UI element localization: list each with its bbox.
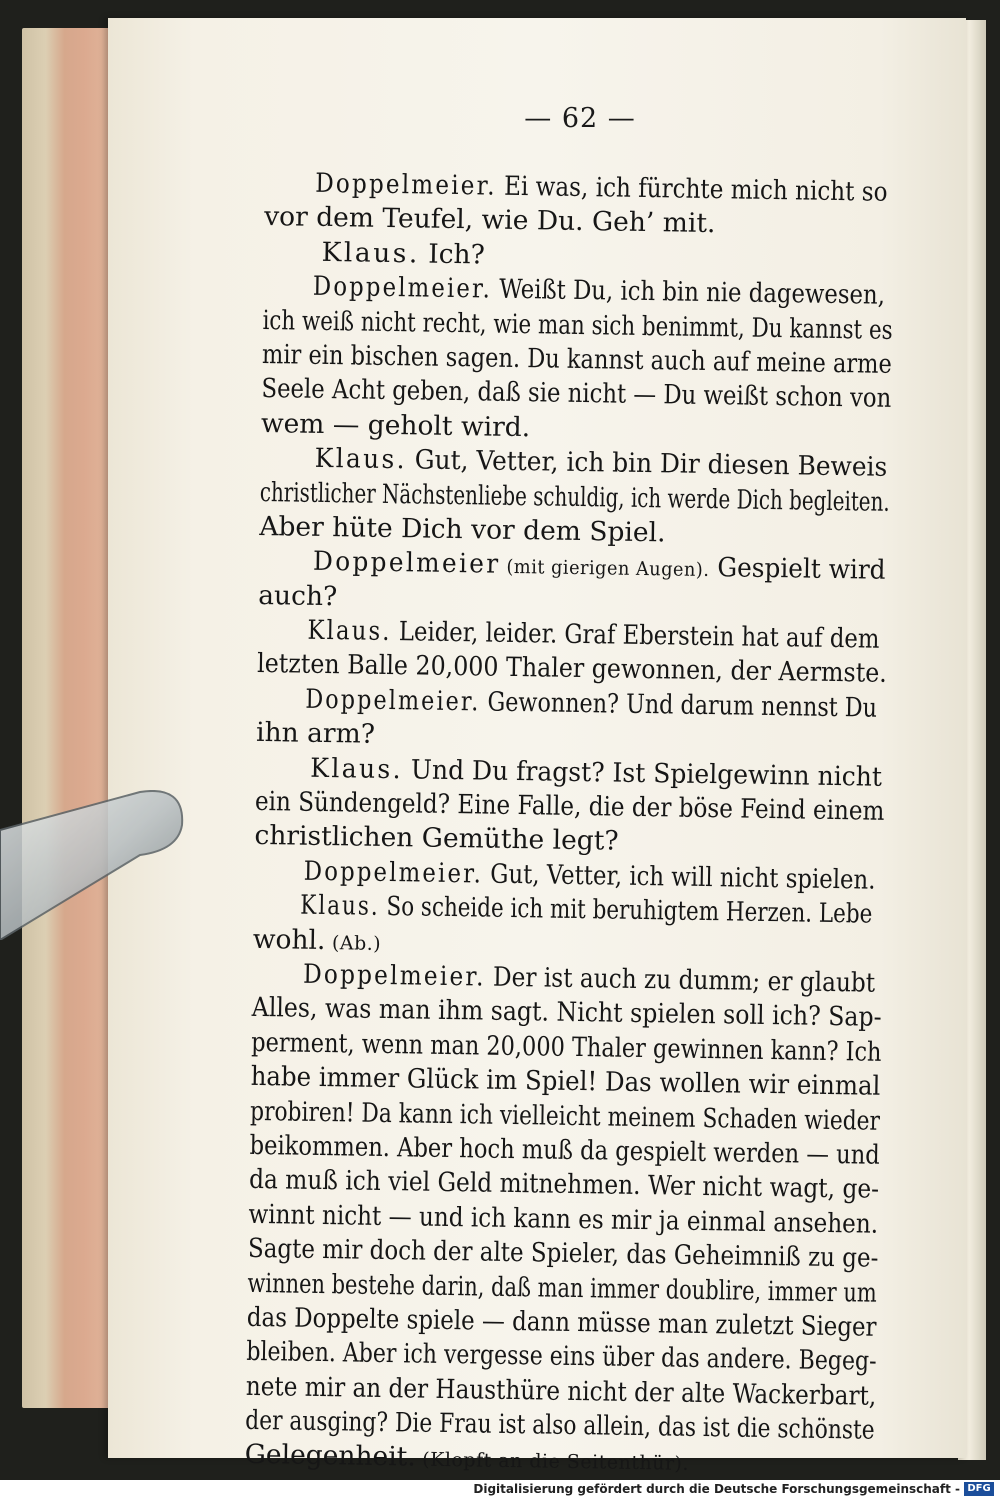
line-text: winnen bestehe darin, daß man immer doublire, immer um — [247, 1267, 877, 1309]
line-text: Gewonnen? Und darum nennst Du — [480, 686, 878, 724]
line-text: Leider, leider. Graf Eberstein hat auf dem — [391, 616, 880, 655]
speaker-name: Doppelmeier. — [303, 855, 484, 890]
line-text: Gut, Vetter, ich bin Dir diesen Beweis — [406, 444, 888, 483]
speaker-name: Klaus. — [310, 752, 404, 785]
line-text: perment, wenn man 20,000 Thaler gewinnen kann? Ich — [250, 1026, 882, 1068]
line-text: ein Sündengeld? Eine Falle, die der böse Feind einem — [254, 785, 885, 827]
line-text: winnt nicht — und ich kann es mir ja einmal ansehen. — [248, 1198, 879, 1240]
line-text: letzten Balle 20,000 Thaler gewonnen, der Aermste. — [256, 648, 888, 690]
line-text: Gut, Vetter, ich will nicht spielen. — [482, 858, 876, 896]
footer-credit: Digitalisierung gefördert durch die Deutsche Forschungsgemeinschaft - — [473, 1482, 960, 1496]
line-text: ihn arm? — [255, 717, 376, 751]
line-text: Ich? — [419, 238, 486, 271]
line-text: Sagte mir doch der alte Spieler, das Geheimniß zu ge- — [247, 1232, 879, 1274]
line-text: wohl. — [252, 923, 326, 956]
page-number: — 62 — — [524, 103, 636, 134]
line-text: mir ein bischen sagen. Du kannst auch auf meine arme — [261, 338, 893, 380]
speaker-name: Klaus. — [307, 614, 392, 648]
line-text: nete mir an der Hausthüre nicht der alte Wackerbart, — [245, 1370, 877, 1412]
line-text: Gespielt wird — [709, 552, 886, 587]
line-text: auch? — [258, 579, 338, 612]
line-text: Weißt Du, ich bin nie dagewesen, — [491, 273, 886, 311]
line-text: christlichen Gemüthe legt? — [254, 820, 619, 858]
dfg-logo: DFG — [964, 1482, 994, 1496]
stage-direction: (Klopft an die Seitenthür). — [415, 1448, 690, 1476]
line-text: da muß ich viel Geld mitnehmen. Wer nicht wagt, ge- — [248, 1164, 880, 1206]
line-text: Ei was, ich fürchte mich nicht so — [496, 170, 888, 208]
page-text — [244, 166, 894, 1483]
stage-direction: (Ab.) — [325, 931, 382, 955]
line-text: beikommen. Aber hoch muß da gespielt werden — und — [249, 1129, 881, 1171]
speaker-name: Klaus. — [314, 442, 408, 476]
speaker-name: Doppelmeier. — [305, 683, 481, 718]
line-text: habe immer Glück im Spiel! Das wollen wir einmal — [250, 1061, 881, 1102]
line-text: das Doppelte spiele — dann müsse man zuletzt Sieger — [246, 1301, 877, 1343]
line-text: Seele Acht geben, daß sie nicht — Du weißt schon von — [261, 373, 892, 415]
stage-direction: (mit gierigen Augen). — [500, 556, 710, 582]
line-text: ich weiß nicht recht, wie man sich benimmt, Du kannst es — [262, 304, 893, 346]
line-text: probiren! Da kann ich vielleicht meinem Schaden wieder — [249, 1095, 881, 1137]
line-text: der ausging? Die Frau ist also allein, das ist die schönste — [245, 1404, 875, 1446]
line-text: christlicher Nächstenliebe schuldig, ich werde Dich begleiten. — [259, 476, 890, 518]
speaker-name: Klaus. — [321, 236, 421, 270]
speaker-name: Doppelmeier. — [312, 270, 493, 305]
line-text: So scheide ich mit beruhigtem Herzen. Lebe — [379, 891, 873, 930]
line-text: Der ist auch zu dumm; er glaubt — [485, 961, 876, 999]
speaker-name: Doppelmeier. — [315, 167, 498, 202]
book-page-edges-left — [22, 28, 116, 1408]
line-text: vor dem Teufel, wie Du. Geh’ mit. — [263, 201, 716, 240]
speaker-name: Doppelmeier. — [302, 958, 486, 993]
speaker-name: Klaus. — [300, 889, 380, 923]
speaker-name: Doppelmeier — [312, 546, 501, 581]
line-text: Und Du fragst? Ist Spielgewinn nicht — [402, 753, 883, 793]
line-text: wem — geholt wird. — [260, 407, 531, 443]
line-text: bleiben. Aber ich vergesse eins über das andere. Begeg- — [246, 1336, 877, 1378]
line-text: Gelegenheit. — [244, 1439, 417, 1473]
line-text: Aber hüte Dich vor dem Spiel. — [259, 510, 666, 549]
line-text: Alles, was man ihm sagt. Nicht spielen soll ich? Sap- — [251, 992, 882, 1034]
